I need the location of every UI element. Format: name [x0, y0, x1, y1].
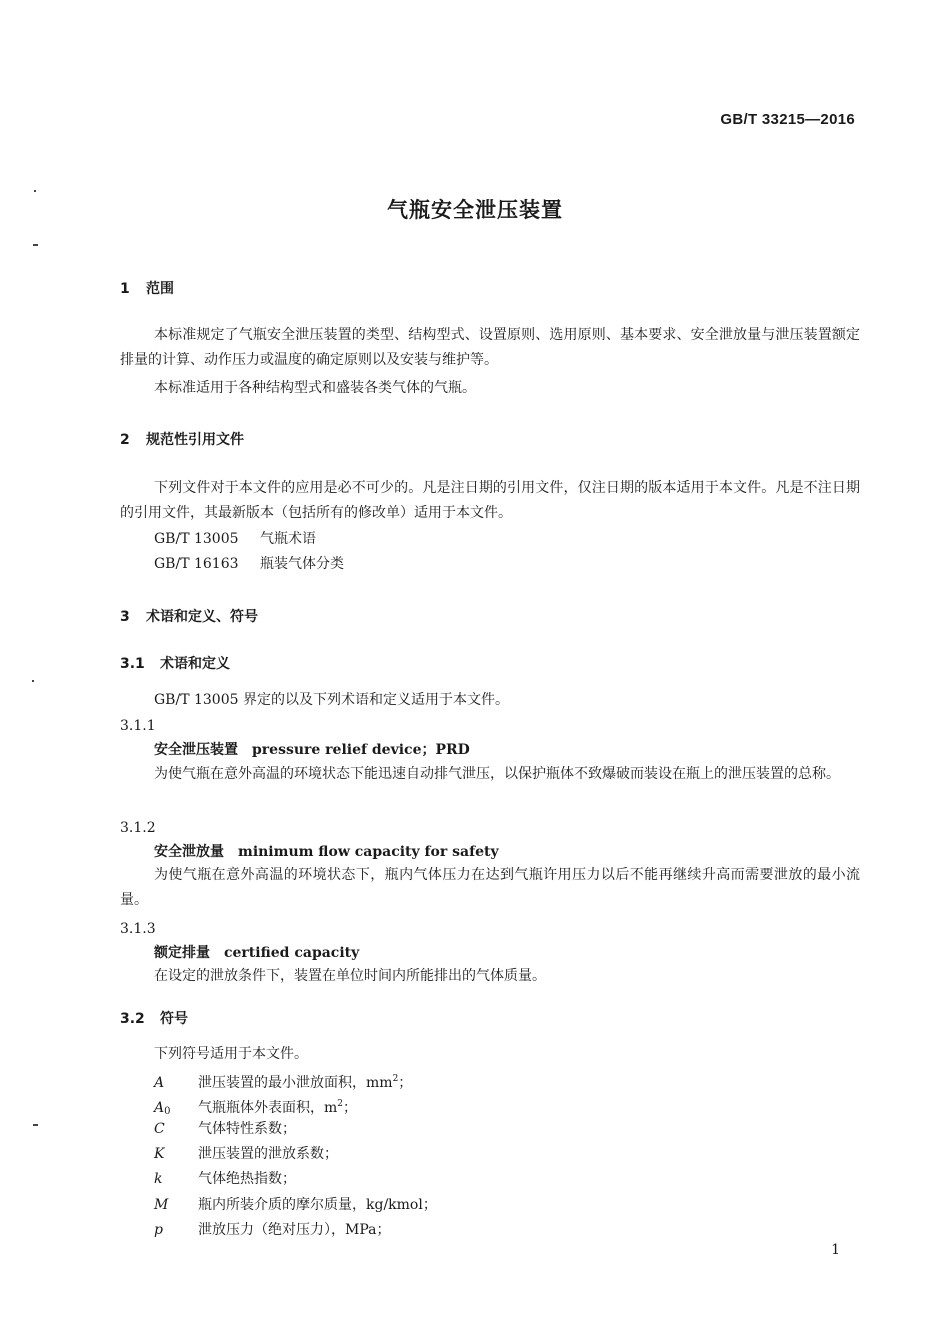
- scope-applicability: 本标准适用于各种结构型式和盛装各类气体的气瓶。: [154, 380, 476, 396]
- symbol-description: 瓶内所装介质的摩尔质量，kg/kmol；: [198, 1197, 437, 1213]
- symbol-description: 气瓶瓶体外表面积，m: [198, 1100, 338, 1116]
- scan-mark: [34, 190, 36, 192]
- subsection-3-2-heading: [120, 1008, 188, 1028]
- term-entry: [154, 942, 359, 962]
- reference-code: GB/T 16163: [154, 556, 239, 572]
- term-number: 3.1.1: [120, 718, 156, 734]
- symbol-description: 气体特性系数；: [198, 1121, 296, 1137]
- scan-mark: [33, 1124, 38, 1126]
- reference-title: 气瓶术语: [260, 531, 316, 547]
- term-number: 3.1.2: [120, 820, 156, 836]
- term-definition: 为使气瓶在意外高温的环境状态下，瓶内气体压力在达到气瓶许用压力以后不能再继续升高而需要泄放的最小流量。: [120, 867, 860, 908]
- document-title: 气瓶安全泄压装置: [387, 198, 563, 222]
- symbols-intro: 下列符号适用于本文件。: [154, 1046, 308, 1062]
- page-number: 1: [831, 1242, 840, 1258]
- term-definition: 为使气瓶在意外高温的环境状态下能迅速自动排气泄压，以保护瓶体不致爆破而装设在瓶上的泄压装置的总称。: [154, 766, 840, 782]
- term-entry: [154, 841, 499, 861]
- scan-mark: [32, 680, 34, 682]
- symbol-tail: ；: [398, 1075, 413, 1091]
- section-number: 1: [120, 281, 130, 297]
- symbol-item: [154, 1218, 390, 1242]
- reference-item: [154, 552, 344, 576]
- section-number: 3.2: [120, 1011, 145, 1027]
- symbol-item: [154, 1117, 296, 1141]
- scope-paragraph: 本标准规定了气瓶安全泄压装置的类型、结构型式、设置原则、选用原则、基本要求、安全泄放量与泄压装置额定排量的计算、动作压力或温度的确定原则以及安装与维护等。: [120, 327, 860, 368]
- symbol-item: [154, 1142, 338, 1166]
- term-number: 3.1.3: [120, 921, 156, 937]
- unit-superscript: 2: [337, 1099, 344, 1109]
- section-title: 规范性引用文件: [146, 432, 244, 448]
- symbol-tail: ；: [343, 1100, 358, 1116]
- section-2-heading: [120, 429, 244, 449]
- section-title: 范围: [146, 281, 174, 297]
- section-title: 术语和定义、符号: [146, 609, 258, 625]
- symbol: C: [154, 1121, 165, 1137]
- terms-intro: GB/T 13005 界定的以及下列术语和定义适用于本文件。: [154, 692, 509, 708]
- term-definition: 在设定的泄放条件下，装置在单位时间内所能排出的气体质量。: [154, 968, 546, 984]
- symbol-description: 泄压装置的泄放系数；: [198, 1146, 338, 1162]
- term-chinese: 额定排量: [154, 945, 210, 961]
- reference-item: [154, 527, 316, 551]
- symbol-description: 泄压装置的最小泄放面积，mm: [198, 1075, 393, 1091]
- section-number: 2: [120, 432, 130, 448]
- section-title: 术语和定义: [160, 656, 230, 672]
- section-number: 3.1: [120, 656, 145, 672]
- symbol-item: [154, 1167, 296, 1191]
- term-chinese: 安全泄放量: [154, 844, 224, 860]
- unit-superscript: 2: [392, 1074, 399, 1084]
- reference-title: 瓶装气体分类: [260, 556, 344, 572]
- section-number: 3: [120, 609, 130, 625]
- term-chinese: 安全泄压装置: [154, 742, 238, 758]
- normative-references-paragraph: 下列文件对于本文件的应用是必不可少的。凡是注日期的引用文件，仅注日期的版本适用于本文件。凡是不注日期的引用文件，其最新版本（包括所有的修改单）适用于本文件。: [120, 480, 860, 521]
- symbol: M: [154, 1197, 169, 1213]
- standard-number: GB/T 33215—2016: [720, 111, 855, 128]
- reference-code: GB/T 13005: [154, 531, 239, 547]
- section-3-heading: [120, 606, 258, 626]
- symbol: A: [154, 1100, 165, 1116]
- section-1-heading: [120, 278, 174, 298]
- scan-mark: [33, 244, 38, 246]
- section-title: 符号: [160, 1011, 188, 1027]
- symbol: K: [154, 1146, 165, 1162]
- symbol-description: 气体绝热指数；: [198, 1171, 296, 1187]
- symbol: A: [154, 1075, 165, 1091]
- term-english: pressure relief device；PRD: [252, 742, 470, 758]
- symbol: k: [154, 1171, 163, 1187]
- symbol-subscript: 0: [164, 1106, 171, 1117]
- symbol-description: 泄放压力（绝对压力），MPa；: [198, 1222, 391, 1238]
- term-entry: [154, 739, 470, 759]
- subsection-3-1-heading: [120, 653, 230, 673]
- term-english: minimum flow capacity for safety: [238, 844, 499, 860]
- term-english: certified capacity: [224, 945, 360, 961]
- symbol: p: [154, 1222, 163, 1238]
- symbol-item: [154, 1193, 437, 1217]
